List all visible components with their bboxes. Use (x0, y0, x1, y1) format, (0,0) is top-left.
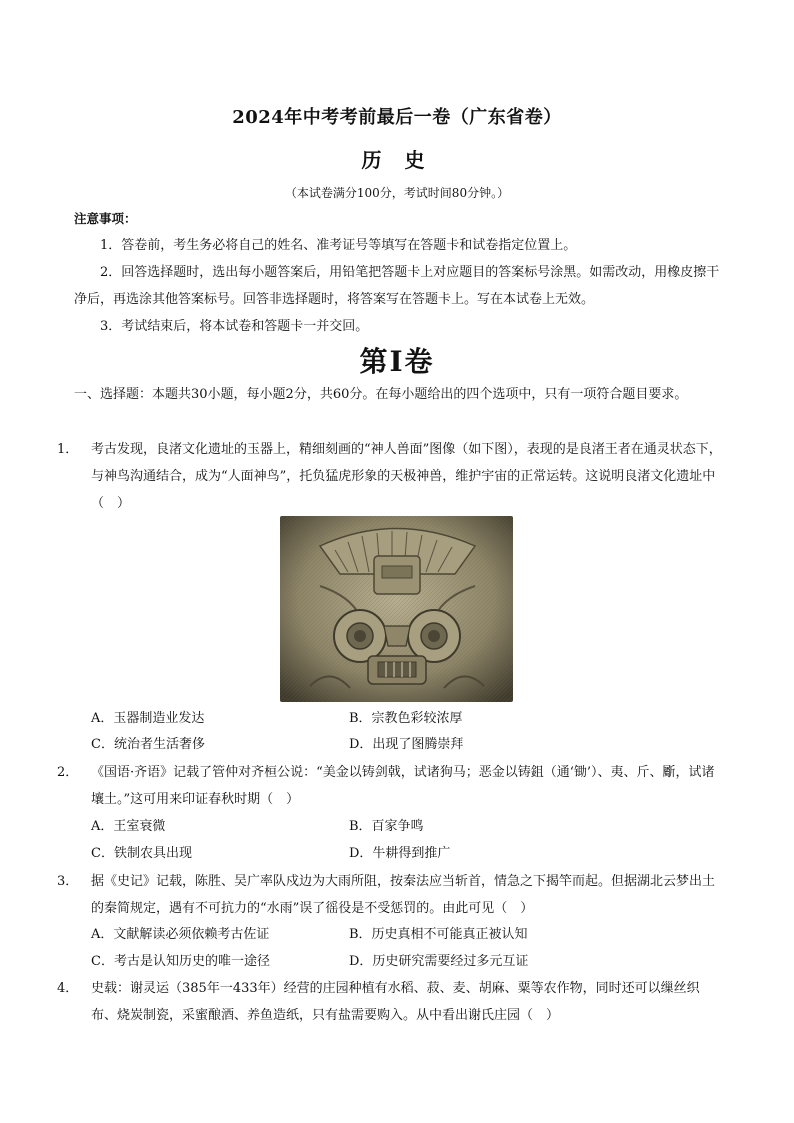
exam-title: 2024年中考考前最后一卷（广东省卷） (232, 107, 562, 128)
q2-option-c: C．铁制农具出现 (91, 846, 192, 861)
question-number: 3． (57, 874, 79, 889)
section-title: 第I卷 (359, 345, 435, 378)
notice-item-2: 2．回答选择题时，选出每小题答案后，用铅笔把答题卡上对应题目的答案标号涂黑。如需改动，用橡皮擦干净后，再选涂其他答案标号。回答非选择题时，将答案写在答题卡上。写在本试卷上无效。 (74, 265, 720, 307)
q1-option-b: B．宗教色彩较浓厚 (349, 711, 463, 726)
question-stem: 考古发现，良渚文化遗址的玉器上，精细刻画的“神人兽面”图像（如下图），表现的是良渚王者在通灵状态下，与神鸟沟通结合，成为“人面神鸟”，托负猛虎形象的天极神兽，维护宇宙的正常运转。这说明良渚文化遗址中（ ） (91, 442, 722, 511)
q3-option-b: B．历史真相不可能真正被认知 (349, 927, 528, 942)
notice-heading: 注意事项： (74, 211, 137, 226)
question-stem: 据《史记》记载，陈胜、吴广率队戍边为大雨所阻，按秦法应当斩首，情急之下揭竿而起。但据湖北云梦出土的秦简规定，遇有不可抗力的“水雨”误了徭役是不受惩罚的。由此可见（ ） (91, 874, 716, 916)
q1-option-c: C．统治者生活奢侈 (91, 737, 205, 752)
question-number: 4． (57, 981, 79, 996)
jade-mask-icon (280, 516, 513, 702)
q1-option-d: D．出现了图腾崇拜 (349, 737, 464, 752)
question-2 (57, 759, 724, 813)
q2-option-b: B．百家争鸣 (349, 819, 424, 834)
q3-option-d: D．历史研究需要经过多元互证 (349, 954, 529, 969)
subject-title: 历 史 (361, 148, 433, 172)
q2-option-a: A．王室衰微 (91, 819, 166, 834)
jade-mask-image (280, 516, 513, 702)
exam-subtitle: （本试卷满分100分，考试时间80分钟。） (284, 186, 510, 200)
q3-option-c: C．考古是认知历史的唯一途径 (91, 954, 270, 969)
question-3 (57, 868, 724, 922)
q2-option-d: D．牛耕得到推广 (349, 846, 451, 861)
notice-item-3: 3．考试结束后，将本试卷和答题卡一并交回。 (100, 319, 369, 334)
q3-option-a: A．文献解读必须依赖考古佐证 (91, 927, 270, 942)
question-4 (57, 975, 724, 1029)
question-stem: 史载：谢灵运（385年一433年）经营的庄园种植有水稻、菽、麦、胡麻、粟等农作物，同时还可以缫丝织布、烧炭制瓷，采蜜酿酒、养鱼造纸，只有盐需要购入。从中看出谢氏庄园（ ） (91, 981, 700, 1023)
question-number: 2． (57, 765, 79, 780)
notice-item-1: 1．答卷前，考生务必将自己的姓名、准考证号等填写在答题卡和试卷指定位置上。 (100, 238, 577, 253)
question-1 (57, 436, 724, 517)
section-intro: 一、选择题：本题共30小题，每小题2分，共60分。在每小题给出的四个选项中，只有一项符合题目要求。 (74, 387, 688, 402)
question-stem: 《国语·齐语》记载了管仲对齐桓公说：“美金以铸剑戟，试诸狗马；恶金以铸鉏（通‘锄’）、夷、斤、斸，试诸壤土。”这可用来印证春秋时期（ ） (91, 765, 715, 807)
question-number: 1． (57, 442, 79, 457)
q1-option-a: A．玉器制造业发达 (91, 711, 205, 726)
